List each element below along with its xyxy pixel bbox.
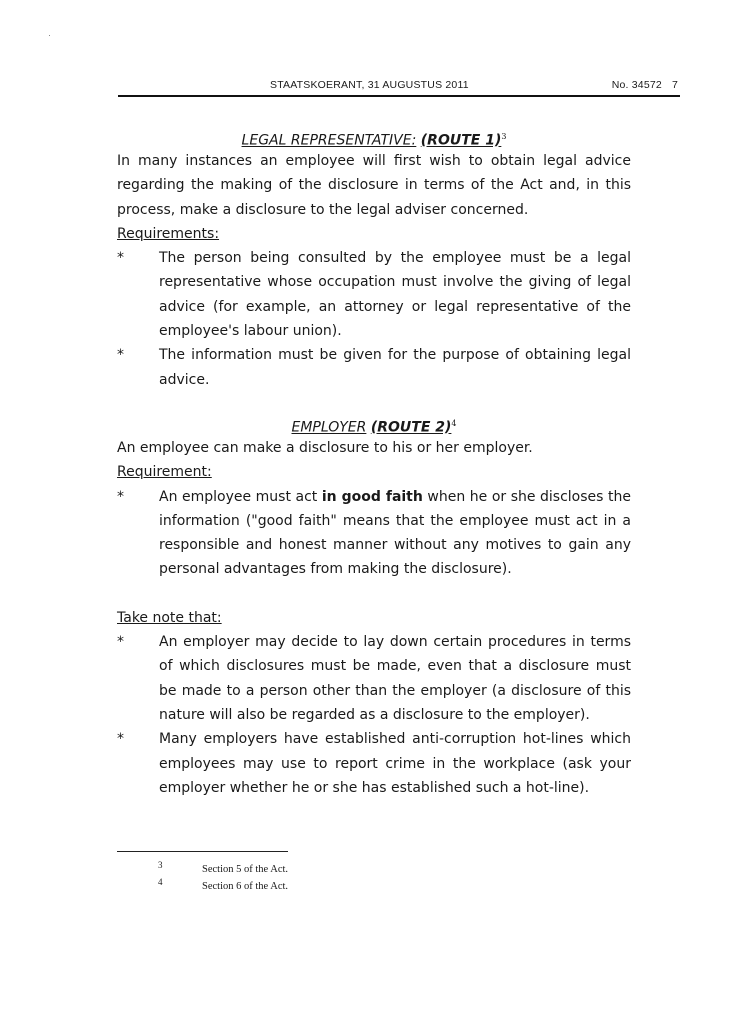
page-number: 7 [671, 79, 678, 91]
bullet-asterisk: * [117, 731, 124, 748]
heading-text: LEGAL REPRESENTATIVE: [241, 132, 417, 149]
intro-paragraph: In many instances an employee will first wish to obtain legal advice regarding the making of the disclosure in terms of the Act and, in this process, make a disclosure to the legal adviser concerned. [117, 153, 631, 218]
list-item [117, 343, 631, 392]
requirements-label: Requirements: [117, 225, 220, 242]
bullet-asterisk: * [117, 488, 124, 505]
list-item [117, 485, 631, 582]
bullet-asterisk: * [117, 347, 124, 364]
heading-text: EMPLOYER [291, 419, 367, 436]
footnote-rule [117, 851, 288, 852]
scan-speck [49, 35, 50, 36]
list-item-text: The person being consulted by the employee must be a legal representative whose occupation must involve the giving of legal advice (for example, an attorney or legal representative of the employee's labour union). [159, 250, 631, 340]
list-item [117, 727, 631, 800]
bullet-asterisk: * [117, 634, 124, 651]
issue-number [612, 79, 678, 91]
document-body [117, 125, 631, 800]
footnote-text: Section 5 of the Act. [202, 864, 289, 875]
intro-paragraph: An employee can make a disclosure to his or her employer. [117, 439, 533, 456]
footnote-ref: 4 [451, 418, 457, 428]
item-text-before: An employee must act [159, 488, 318, 505]
list-item [117, 246, 631, 343]
section-heading-legal-representative [117, 125, 631, 149]
header-rule [118, 95, 680, 97]
issue-label: No. 34572 [611, 79, 662, 91]
route-label: (ROUTE 1) [420, 132, 502, 149]
take-note-label: Take note that: [117, 609, 222, 626]
requirement-label: Requirement: [117, 464, 212, 481]
footnote-number: 4 [158, 877, 163, 887]
bullet-asterisk: * [117, 250, 124, 267]
section-heading-employer [117, 412, 631, 436]
item-text-emphasis: in good faith [321, 488, 423, 505]
footnote-text: Section 6 of the Act. [202, 881, 289, 892]
footnote-ref: 3 [501, 132, 507, 141]
gazette-title: STAATSKOERANT, 31 AUGUSTUS 2011 [270, 79, 469, 91]
footnote-number: 3 [158, 860, 163, 870]
list-item-text: Many employers have established anti-corruption hot-lines which employees may use to report crime in the workplace (ask your employer whether he or she has established such a hot-line). [159, 731, 631, 796]
list-item [117, 630, 631, 727]
list-item-text: The information must be given for the purpose of obtaining legal advice. [159, 347, 631, 388]
item-text-after: when he or she discloses the information ("good faith" means that the employee must act in a responsible and honest manner without any motives to gain any personal advantages from making the disclosure). [159, 488, 631, 578]
route-label: (ROUTE 2) [370, 419, 452, 436]
list-item-text: An employer may decide to lay down certain procedures in terms of which disclosures must be made, even that a disclosure must be made to a person other than the employer (a disclosure of this nature will also be regarded as a disclosure to the employer). [159, 634, 631, 723]
